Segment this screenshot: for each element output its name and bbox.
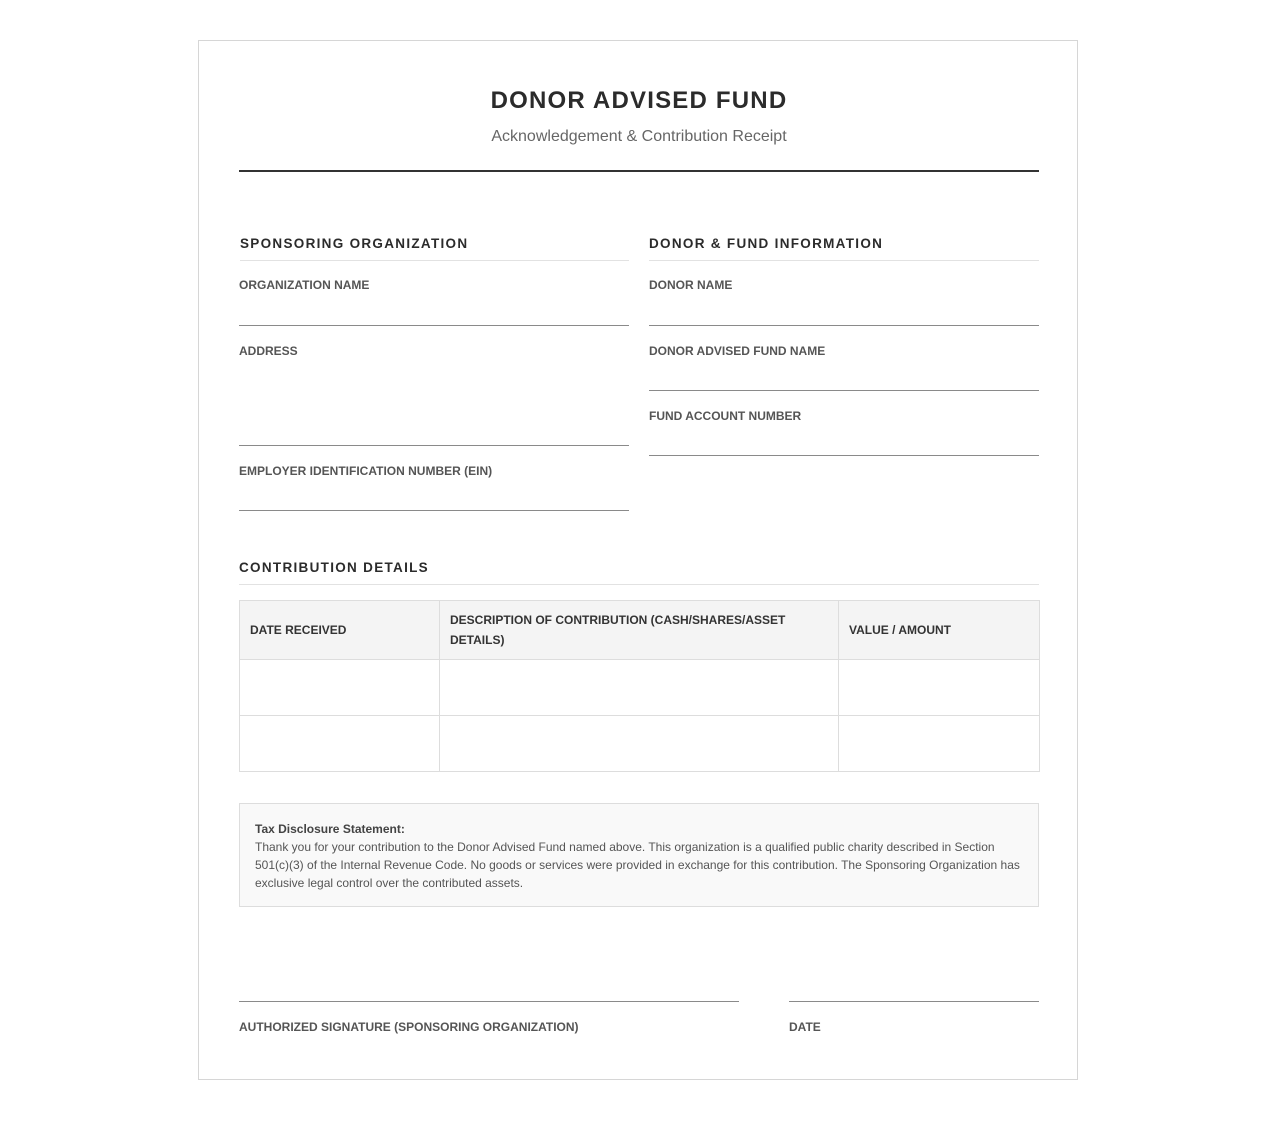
value-amount-cell[interactable]: [839, 716, 1040, 772]
description-cell[interactable]: [440, 716, 839, 772]
authorized-signature-line[interactable]: [239, 1001, 739, 1002]
sponsoring-organization-heading: SPONSORING ORGANIZATION: [240, 236, 629, 261]
description-header: DESCRIPTION OF CONTRIBUTION (CASH/SHARES/ASSET DETAILS): [440, 601, 839, 660]
address-field[interactable]: [239, 445, 629, 446]
fund-name-label: DONOR ADVISED FUND NAME: [649, 344, 826, 358]
value-amount-header: VALUE / AMOUNT: [839, 601, 1040, 660]
tax-disclosure-title: Tax Disclosure Statement:: [255, 822, 405, 836]
receipt-page: [198, 40, 1078, 1080]
contribution-details-heading: CONTRIBUTION DETAILS: [239, 560, 1039, 585]
ein-field[interactable]: [239, 510, 629, 511]
authorized-signature-label: AUTHORIZED SIGNATURE (SPONSORING ORGANIZATION): [239, 1020, 579, 1034]
organization-name-label: ORGANIZATION NAME: [239, 278, 370, 292]
donor-name-label: DONOR NAME: [649, 278, 733, 292]
ein-label: EMPLOYER IDENTIFICATION NUMBER (EIN): [239, 464, 493, 478]
description-cell[interactable]: [440, 660, 839, 716]
document-subtitle: Acknowledgement & Contribution Receipt: [491, 128, 787, 145]
fund-account-number-label: FUND ACCOUNT NUMBER: [649, 409, 802, 423]
contribution-table: [239, 600, 1040, 772]
address-label: ADDRESS: [239, 344, 298, 358]
value-amount-cell[interactable]: [839, 660, 1040, 716]
title-divider: [239, 170, 1039, 172]
signature-date-line[interactable]: [789, 1001, 1039, 1002]
donor-fund-heading: DONOR & FUND INFORMATION: [649, 236, 1039, 261]
table-row: [240, 716, 1040, 772]
organization-name-field[interactable]: [239, 325, 629, 326]
table-header-row: [240, 601, 1040, 660]
fund-account-number-field[interactable]: [649, 455, 1039, 456]
date-received-cell[interactable]: [240, 660, 440, 716]
tax-disclosure-text: Thank you for your contribution to the Donor Advised Fund named above. This organization is a qualified public charity described in Section 501(c)(3) of the Internal Revenue Code. No goods or services were provided in exchange for this contribution. The Sponsoring Organization has exclusive legal control over the contributed assets.: [255, 840, 1020, 890]
date-received-header: DATE RECEIVED: [240, 601, 440, 660]
fund-name-field[interactable]: [649, 390, 1039, 391]
donor-name-field[interactable]: [649, 325, 1039, 326]
date-received-cell[interactable]: [240, 716, 440, 772]
tax-disclosure-box: [239, 803, 1039, 907]
document-title: DONOR ADVISED FUND: [490, 87, 788, 114]
table-row: [240, 660, 1040, 716]
signature-date-label: DATE: [789, 1020, 821, 1034]
